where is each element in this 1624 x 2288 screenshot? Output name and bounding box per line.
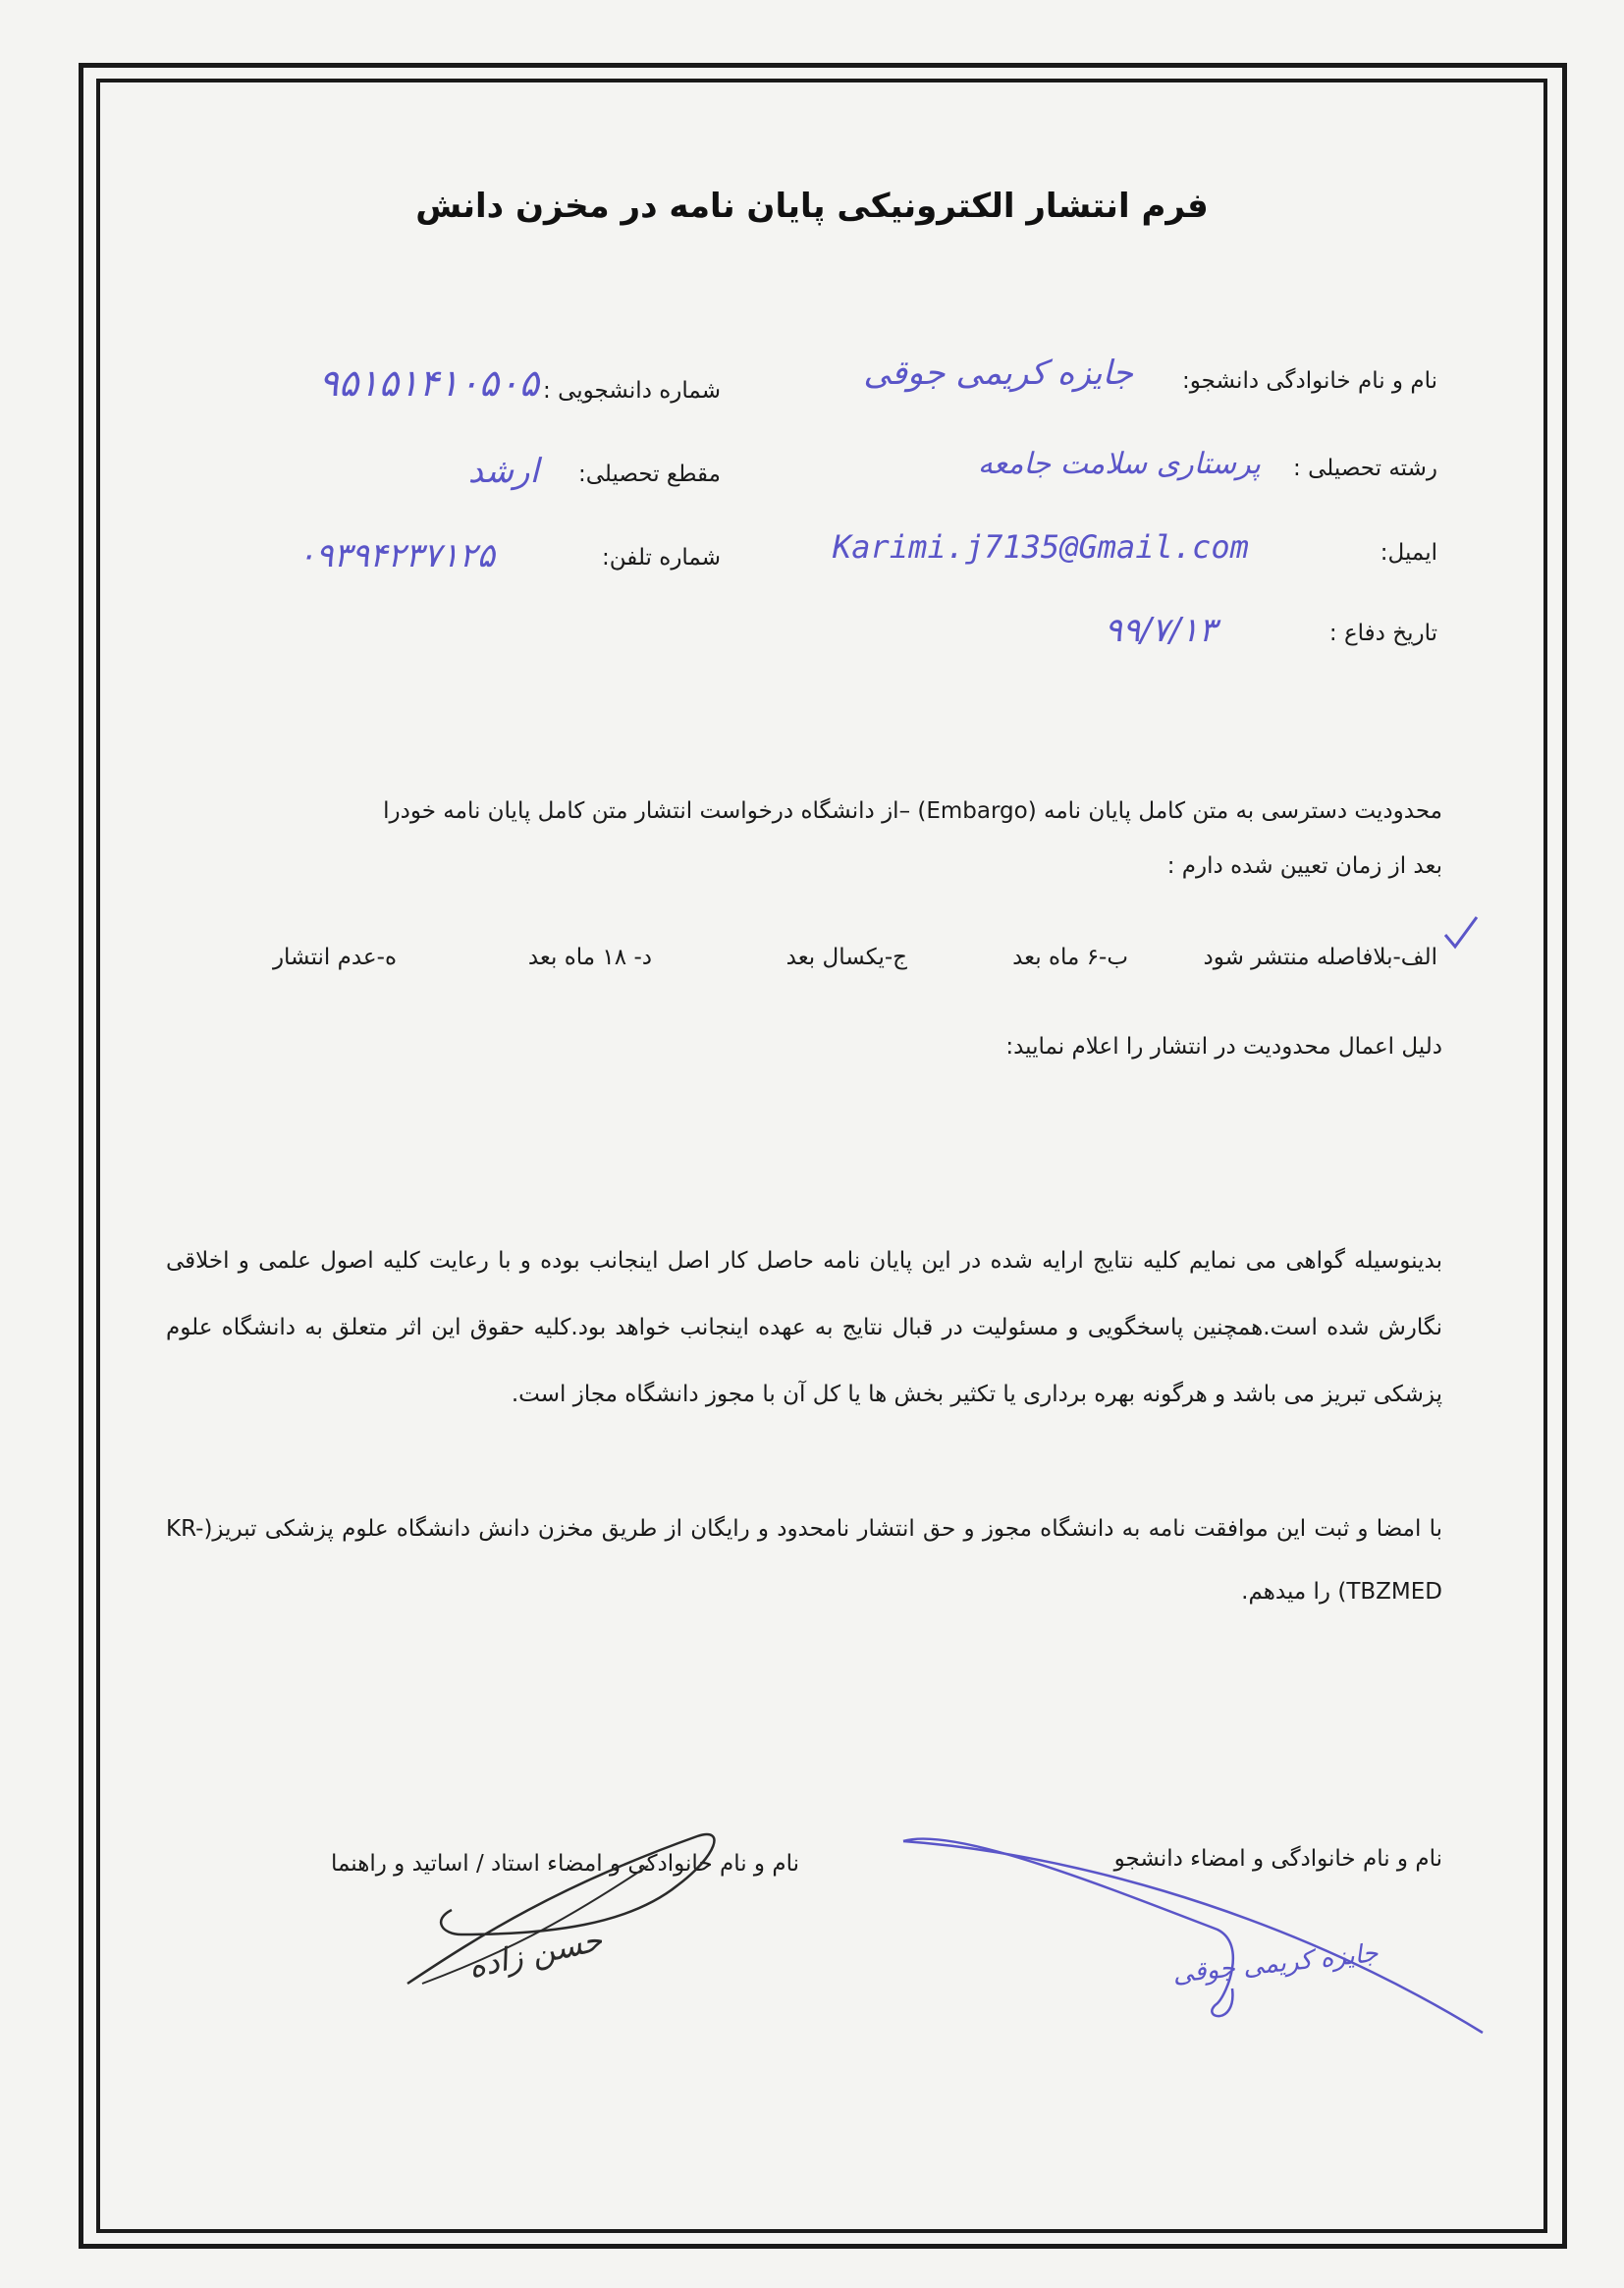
defense-date-value: ۹۹/۷/۱۳ <box>1104 611 1217 650</box>
student-name-label: نام و نام خانوادگی دانشجو: <box>1182 368 1437 394</box>
email-value: Karimi.j7135@Gmail.com <box>833 528 1249 566</box>
student-id-label: شماره دانشجویی : <box>543 378 721 404</box>
student-name-value: جایزه کریمی جوقی <box>863 354 1133 393</box>
advisor-signature-icon <box>403 1826 727 1993</box>
advisor-signed-name: حسن زاده <box>464 1921 606 1986</box>
embargo-option-18months: د- ۱۸ ماه بعد <box>527 945 652 970</box>
advisor-signature-label: نام و نام خانوادگی و امضاء استاد / اساتید و راهنما <box>330 1851 799 1877</box>
form-title: فرم انتشار الکترونیکی پایان نامه در مخزن دانش <box>415 187 1209 226</box>
email-label: ایمیل: <box>1380 540 1437 566</box>
embargo-option-6months: ب-۶ ماه بعد <box>1012 945 1128 970</box>
phone-value: ۰۹۳۹۴۲۳۷۱۲۵ <box>298 536 495 575</box>
phone-label: شماره تلفن: <box>602 545 721 571</box>
checkmark-icon <box>1441 913 1481 953</box>
degree-value: ارشد <box>467 452 539 491</box>
major-value: پرستاری سلامت جامعه <box>977 447 1261 481</box>
embargo-option-1year: ج-یکسال بعد <box>785 945 907 970</box>
embargo-text-line1: محدودیت دسترسی به متن کامل پایان نامه (Embargo) –از دانشگاه درخواست انتشار متن کامل پایان نامه خودرا <box>383 798 1442 824</box>
defense-date-label: تاریخ دفاع : <box>1328 621 1437 646</box>
embargo-option-immediate: الف-بلافاصله منتشر شود <box>1203 945 1437 970</box>
student-id-value: ۹۵۱۵۱۴۱۰۵۰۵ <box>318 361 539 405</box>
student-signature-icon <box>893 1822 1502 2047</box>
declaration-paragraph: بدینوسیله گواهی می نمایم کلیه نتایج ارایه شده در این پایان نامه حاصل کار اصل اینجانب بوده و با رعایت کلیه اصول علمی و اخلاقی نگارش شده است.همچنین پاسخگویی و مسئولیت در قبال نتایج به عهده اینجانب خواهد بود.کلیه حقوق این اثر متعلق به دانشگاه علوم پزشکی تبریز می باشد و هرگونه بهره برداری یا تکثیر بخش ها یا کل آن با مجوز دانشگاه مجاز است. <box>166 1248 1442 1407</box>
degree-label: مقطع تحصیلی: <box>577 462 721 487</box>
embargo-option-no-publish: ه-عدم انتشار <box>272 945 397 970</box>
major-label: رشته تحصیلی : <box>1293 456 1437 481</box>
license-paragraph: با امضا و ثبت این موافقت نامه به دانشگاه مجوز و حق انتشار نامحدود و رایگان از طریق مخزن دانش دانشگاه علوم پزشکی تبریز(KR-TBZMED) را میدهم. <box>166 1516 1442 1605</box>
embargo-reason-label: دلیل اعمال محدودیت در انتشار را اعلام نمایید: <box>1005 1034 1442 1060</box>
embargo-text-line2: بعد از زمان تعیین شده دارم : <box>1166 853 1442 879</box>
student-signature-label: نام و نام خانوادگی و امضاء دانشجو <box>1113 1846 1442 1872</box>
student-signed-name: جایزه کریمی جوقی <box>1171 1938 1380 1989</box>
